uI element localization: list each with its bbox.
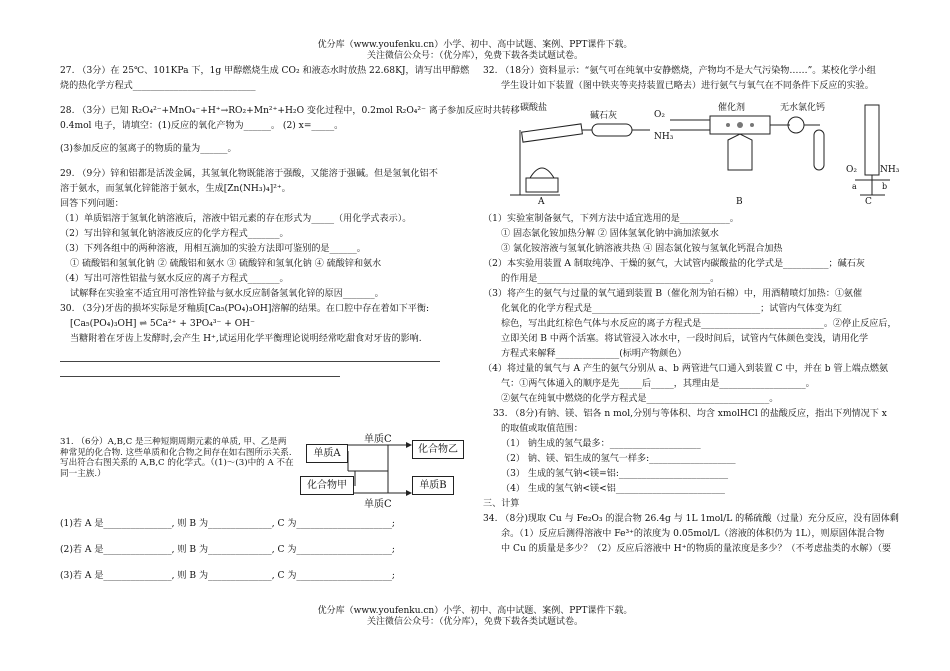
page-header bbox=[0, 40, 950, 62]
q31-fill-2 bbox=[60, 543, 460, 558]
left-column bbox=[60, 64, 520, 377]
box-yi: 化合物乙 bbox=[412, 440, 464, 459]
q32b-line: 的作用是______________________________________。 bbox=[501, 274, 720, 284]
q32b-line: ③ 氯化铵溶液与氢氧化钠溶液共热 ④ 固态氯化铵与氢氧化钙混合加热 bbox=[501, 244, 783, 254]
q32b-line: 立即关闭 B 中两个活塞。将试管浸入冰水中，一段时间后，试管内气体颜色变浅，请用化学 bbox=[501, 334, 869, 344]
footer-line-1: 优分库（www.youfenku.cn）小学、初中、高中试题、案例、PPT课件下载。 bbox=[317, 606, 633, 616]
page-footer bbox=[0, 606, 950, 628]
q33-line: （1） 钠生成的氢气最多：____________________ bbox=[501, 439, 701, 449]
q29-line: （2）写出锌和氢氧化钠溶液反应的化学方程式_______。 bbox=[60, 229, 289, 239]
q29-line: （1）单质铝溶于氢氧化钠溶液后，溶液中铝元素的存在形式为_____（用化学式表示）。 bbox=[60, 214, 412, 224]
q30-line: 当糖附着在牙齿上发酵时,会产生 H⁺,试运用化学平衡理论说明经常吃甜食对牙齿的影响. bbox=[70, 334, 422, 344]
label-apparatus-a: A bbox=[538, 197, 545, 207]
box-jia: 化合物甲 bbox=[300, 476, 354, 495]
answer-line bbox=[60, 349, 440, 362]
q29-line: 试解释在实验室不适宜用可溶性锌盐与氨水反应制备氢氧化锌的原因_______。 bbox=[70, 289, 384, 299]
label-a: a bbox=[852, 182, 857, 191]
q31-text: 31. （6分）A,B,C 是三种短期周期元素的单质, 甲、乙是两种常见的化合物. 这些单质和化合物之间存在如右图所示关系. 写出符合右图关系的 A,B,C 的化学式。（(1)～(3)中的 A 不在同一主族.） bbox=[60, 437, 294, 479]
box-a: 单质A bbox=[306, 444, 348, 463]
q32b-line: 棕色，写出此红棕色气体与水反应的离子方程式是___________________________。②停止反应后， bbox=[501, 319, 897, 329]
label-nh3-c: NH₃ bbox=[880, 165, 900, 175]
label-top-c: 单质C bbox=[364, 434, 392, 445]
label-nh3-b: NH₃ bbox=[654, 132, 674, 142]
label-cacl2: 无水氯化钙 bbox=[780, 103, 826, 113]
q31-relation-diagram bbox=[300, 431, 465, 509]
q32b-line: ① 固态氯化铵加热分解 ② 固体氢氧化钠中滴加浓氨水 bbox=[501, 229, 719, 239]
q32b-line: （4）将过量的氧气与 A 产生的氨气分别从 a、b 两管进气口通入到装置 C 中，并在 b 管上端点燃氨 bbox=[483, 364, 889, 374]
label-soda-lime: 碱石灰 bbox=[590, 111, 618, 121]
q29-line: 溶于氨水，而氢氧化锌能溶于氨水，生成[Zn(NH₃)₄]²⁺。 bbox=[60, 184, 291, 194]
q31-fill-3 bbox=[60, 569, 460, 584]
q29-line: 29. （9分）锌和铝都是活泼金属，其氢氧化物既能溶于强酸，又能溶于强碱。但是氢氧化铝不 bbox=[60, 169, 438, 179]
q33-line: 33. （8分)有钠、镁、铝各 n mol,分别与等体积、均含 xmolHCl 的盐酸反应，指出下列情况下 x bbox=[493, 409, 887, 419]
label-apparatus-c: C bbox=[865, 197, 872, 207]
q32b-line: 化氧化的化学方程式是_____________________________________；试管内气体变为红 bbox=[501, 304, 843, 314]
q34-line: 34. （8分)现取 Cu 与 Fe₂O₃ 的混合物 26.4g 与 1L 1mol/L 的稀硫酸（过量）充分反应，没有固体剩 bbox=[483, 514, 899, 524]
q28-line: 0.4mol 电子，请填空：(1)反应的氧化产物为______。 (2) x=_____。 bbox=[60, 121, 344, 131]
q33-line: （3） 生成的氢气钠<镁=铝:________________________ bbox=[501, 469, 729, 479]
q28-line: 28. （3分）已知 R₂O₄²⁻+MnO₄⁻+H⁺→RO₂+Mn²⁺+H₂O 变化过程中，0.2mol R₂O₄²⁻ 离子参加反应时共转移 bbox=[60, 106, 520, 116]
q33-line: （2） 钠、镁、铝生成的氢气一样多:___________________ bbox=[501, 454, 736, 464]
label-b: b bbox=[882, 182, 888, 191]
q32b-line: （1）实验室制备氨气，下列方法中适宜选用的是___________。 bbox=[483, 214, 739, 224]
right-column-lower bbox=[483, 212, 903, 557]
question-27 bbox=[60, 64, 470, 94]
label-o2-c: O₂ bbox=[846, 165, 857, 175]
header-line-1: 优分库（www.youfenku.cn）小学、初中、高中试题、案例、PPT课件下载。 bbox=[317, 40, 633, 50]
apparatus-drawing bbox=[500, 100, 900, 210]
q31-fill-line: (2)若 A 是_______________, 则 B 为______________, C 为_____________________; bbox=[60, 545, 395, 555]
answer-line bbox=[60, 364, 340, 377]
label-apparatus-b: B bbox=[736, 197, 743, 207]
q29-line: ① 硫酸铝和氢氧化钠 ② 硫酸铝和氨水 ③ 硫酸锌和氢氧化钠 ④ 硫酸锌和氨水 bbox=[70, 259, 382, 269]
right-column bbox=[483, 64, 903, 94]
q28-line: (3)参加反应的氢离子的物质的量为______。 bbox=[60, 144, 237, 154]
question-34 bbox=[483, 512, 903, 557]
q31-fill-line: (3)若 A 是_______________, 则 B 为______________, C 为_____________________; bbox=[60, 571, 395, 581]
question-33 bbox=[483, 407, 903, 497]
question-30 bbox=[60, 302, 460, 377]
footer-line-2: 关注微信公众号：（优分库），免费下载各类试题试卷。 bbox=[366, 617, 583, 627]
q32b-line: 气：①两气体通入的顺序是先_____后_____，其理由是___________________。 bbox=[501, 379, 815, 389]
q30-equilibrium: [Ca₅(PO₄)₃OH] ⇌ 5Ca²⁺ + 3PO₄³⁻ + OH⁻ bbox=[70, 319, 255, 329]
q32b-line: （2）本实验用装置 A 制取纯净、干燥的氨气，大试管内碳酸盐的化学式是__________；碱石灰 bbox=[483, 259, 865, 269]
q30-line: 30. （3分)牙齿的损坏实际是牙釉质[Ca₅(PO₄)₃OH]溶解的结果。在口腔中存在着如下平衡: bbox=[60, 304, 430, 314]
question-31 bbox=[60, 437, 295, 479]
label-catalyst: 催化剂 bbox=[718, 103, 746, 113]
q34-line: 余。（1）反应后测得溶液中 Fe³⁺的浓度为 0.05mol/L（溶液的体积仍为 1L），则原固体混合物 bbox=[501, 529, 885, 539]
section-3-heading: 三、计算 bbox=[483, 499, 520, 509]
q29-line: （4）写出可溶性铝盐与氨水反应的离子方程式_______。 bbox=[60, 274, 289, 284]
q32-line: 32. （18分）资料显示：“氨气可在纯氧中安静燃烧，产物均不是大气污染物……”。某校化学小组 bbox=[483, 66, 876, 76]
q32-line: 学生设计如下装置（图中铁夹等夹持装置已略去）进行氨气与氧气在不同条件下反应的实验。 bbox=[501, 81, 874, 91]
box-b: 单质B bbox=[412, 476, 454, 495]
q32b-line: ②氨气在纯氧中燃烧的化学方程式是___________________________。 bbox=[501, 394, 779, 404]
q29-line: （3）下列各组中的两种溶液，用相互滴加的实验方法即可鉴别的是______。 bbox=[60, 244, 366, 254]
q32b-line: （3）将产生的氨气与过量的氧气通到装置 B（催化剂为铂石棉）中，用酒精喷灯加热：①氨催 bbox=[483, 289, 863, 299]
q34-line: 中 Cu 的质量是多少？（2）反应后溶液中 H⁺的物质的量浓度是多少？（不考虑盐类的水解）（要 bbox=[501, 544, 892, 554]
q31-fill-line: (1)若 A 是_______________, 则 B 为______________, C 为_____________________; bbox=[60, 519, 395, 529]
q32b-line: 方程式来解释______________(标明产物颜色） bbox=[501, 349, 687, 359]
q31-fill-1 bbox=[60, 517, 460, 532]
label-o2-b: O₂ bbox=[654, 110, 665, 120]
label-bottom-c: 单质C bbox=[364, 499, 392, 510]
q33-line: （4） 生成的氢气钠<镁<铝________________________ bbox=[501, 484, 725, 494]
q27-line: 烧的热化学方程式___________________________ bbox=[60, 81, 256, 91]
question-29 bbox=[60, 167, 460, 302]
q33-line: 的取值或取值范围： bbox=[501, 424, 583, 434]
q27-line: 27. （3分）在 25℃、101KPa 下，1g 甲醇燃烧生成 CO₂ 和液态水时放热 22.68KJ，请写出甲醇燃 bbox=[60, 66, 470, 76]
question-28 bbox=[60, 104, 520, 157]
question-32-parts bbox=[483, 212, 903, 407]
header-line-2: 关注微信公众号：（优分库），免费下载各类试题试卷。 bbox=[366, 51, 583, 61]
q29-line: 回答下列问题： bbox=[60, 199, 124, 209]
question-32 bbox=[483, 64, 903, 94]
label-carbonate: 碳酸盐 bbox=[520, 103, 548, 113]
apparatus-figure bbox=[500, 100, 900, 210]
